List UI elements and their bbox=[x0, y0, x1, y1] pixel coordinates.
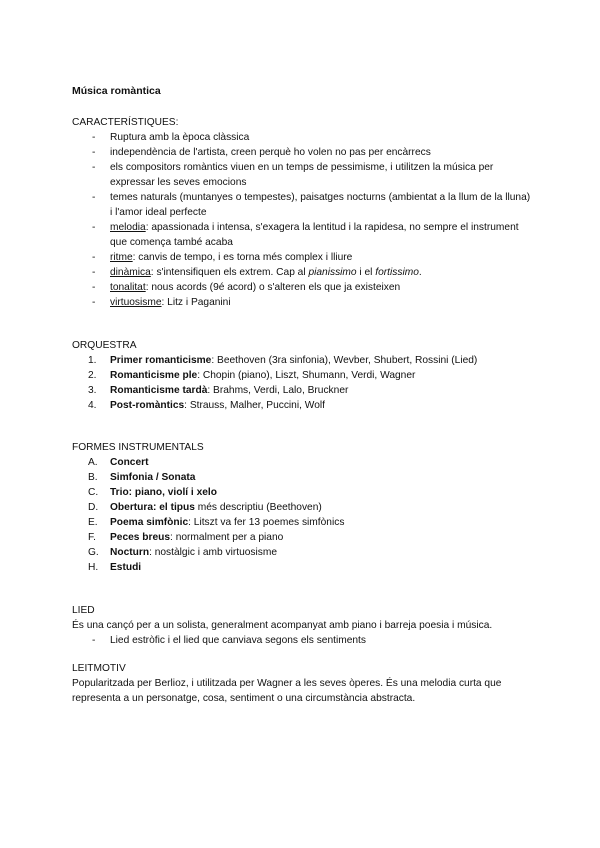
section-heading: CARACTERÍSTIQUES: bbox=[72, 117, 179, 128]
section-lied bbox=[72, 603, 532, 648]
term: melodia bbox=[110, 222, 146, 233]
section-orquestra bbox=[72, 338, 532, 413]
term: Post-romàntics bbox=[110, 400, 185, 411]
list-item: - Lied estròfic i el lied que canviava segons els sentiments bbox=[72, 633, 532, 648]
term: Obertura: el tipus bbox=[110, 502, 195, 513]
list-item: D. Obertura: el tipus més descriptiu (Beethoven) bbox=[88, 502, 322, 513]
section-caracteristiques bbox=[72, 115, 532, 310]
term: Peces breus bbox=[110, 532, 171, 543]
orchestra-list bbox=[72, 353, 532, 413]
list-item: E. Poema simfònic: Litszt va fer 13 poemes simfònics bbox=[88, 517, 345, 528]
list-item: - dinàmica: s'intensifiquen els extrem. Cap al pianissimo i el fortissimo. bbox=[72, 265, 532, 280]
list-item: - tonalitat: nous acords (9é acord) o s'alteren els que ja existeixen bbox=[72, 280, 532, 295]
list-item: - els compositors romàntics viuen en un temps de pessimisme, i utilitzen la música per expressar les seves emocions bbox=[72, 160, 532, 190]
list-item: - virtuosisme: Litz i Paganini bbox=[72, 295, 532, 310]
list-item: G. Nocturn: nostàlgic i amb virtuosisme bbox=[88, 547, 278, 558]
term: Trio: piano, violí i xelo bbox=[110, 487, 217, 498]
term: tonalitat bbox=[110, 282, 146, 293]
list-item: 4. Post-romàntics: Strauss, Malher, Puccini, Wolf bbox=[88, 400, 325, 411]
term: Romanticisme ple bbox=[110, 370, 198, 381]
term: dinàmica bbox=[110, 267, 151, 278]
section-heading: LIED bbox=[72, 605, 95, 616]
term: Primer romanticisme bbox=[110, 355, 212, 366]
term: virtuosisme bbox=[110, 297, 162, 308]
term: Poema simfònic bbox=[110, 517, 189, 528]
paragraph: És una cançó per a un solista, generalment acompanyat amb piano i barreja poesia i música. bbox=[72, 620, 493, 631]
term: Simfonia / Sonata bbox=[110, 472, 196, 483]
list-item: - Ruptura amb la època clàssica bbox=[72, 130, 532, 145]
lied-list bbox=[72, 633, 532, 648]
term: Estudi bbox=[110, 562, 142, 573]
section-heading: FORMES INSTRUMENTALS bbox=[72, 442, 204, 453]
term: Concert bbox=[110, 457, 149, 468]
list-item: - melodia: apassionada i intensa, s'exagera la lentitud i la rapidesa, no sempre el instrument que comença també acaba bbox=[72, 220, 532, 250]
list-item: - independència de l'artista, creen perquè ho volen no pas per encàrrecs bbox=[72, 145, 532, 160]
paragraph: Popularitzada per Berlioz, i utilitzada per Wagner a les seves òperes. És una melodia curta que representa a un personatge, cosa, sentiment o una circumstància abstracta. bbox=[72, 678, 502, 704]
term: ritme bbox=[110, 252, 133, 263]
section-leitmotiv bbox=[72, 661, 532, 706]
characteristics-list bbox=[72, 130, 532, 310]
list-item: - temes naturals (muntanyes o tempestes), paisatges nocturns (ambientat a la llum de la lluna) i l'amor ideal perfecte bbox=[72, 190, 532, 220]
term: Nocturn bbox=[110, 547, 150, 558]
page-title: Música romàntica bbox=[72, 85, 161, 97]
term: Romanticisme tardà bbox=[110, 385, 208, 396]
list-item: H. Estudi bbox=[88, 562, 142, 573]
list-item: A. Concert bbox=[88, 457, 149, 468]
list-item: - ritme: canvis de tempo, i es torna més complex i lliure bbox=[72, 250, 532, 265]
list-item: C. Trio: piano, violí i xelo bbox=[88, 487, 217, 498]
list-item: 2. Romanticisme ple: Chopin (piano), Liszt, Shumann, Verdi, Wagner bbox=[88, 370, 416, 381]
section-formes-instrumentals bbox=[72, 440, 532, 575]
list-item: B. Simfonia / Sonata bbox=[88, 472, 196, 483]
list-item: F. Peces breus: normalment per a piano bbox=[88, 532, 284, 543]
list-item: 1. Primer romanticisme: Beethoven (3ra sinfonia), Wevber, Shubert, Rossini (Lied) bbox=[88, 355, 478, 366]
forms-list bbox=[72, 455, 532, 575]
section-heading: ORQUESTRA bbox=[72, 340, 137, 351]
list-item: 3. Romanticisme tardà: Brahms, Verdi, Lalo, Bruckner bbox=[88, 385, 349, 396]
section-heading: LEITMOTIV bbox=[72, 663, 126, 674]
